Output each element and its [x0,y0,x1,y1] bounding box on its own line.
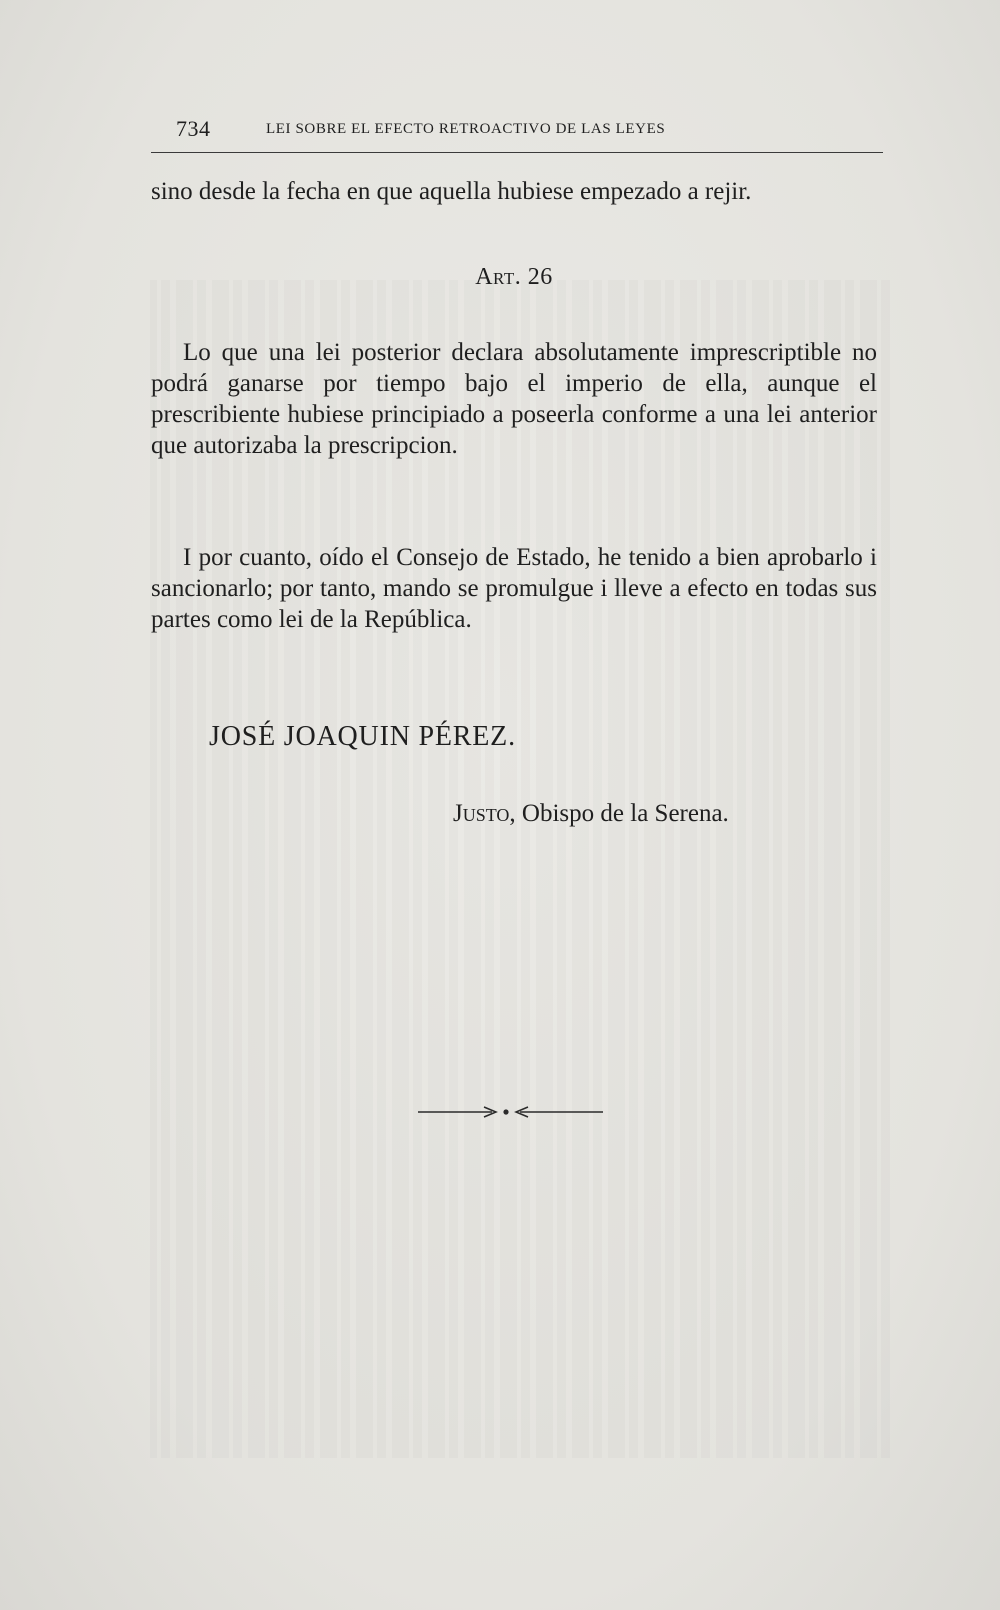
minister-name: Justo [453,800,510,827]
article-heading: Art. 26 [475,264,553,290]
page-header [151,113,881,145]
countersignature [453,800,729,828]
paragraph-article-26: Lo que una lei posterior declara absolutamente imprescriptible no podrá ganarse por tiempo bajo el imperio de ella, aunque el prescribiente hubiese principiado a poseerla conforme a una lei anterior que autorizaba la prescripcion. [151,339,877,459]
paragraph-promulgation: I por cuanto, oído el Consejo de Estado, he tenido a bien aprobarlo i sancionarlo; por tanto, mando se promulgue i lleve a efecto en todas sus partes como lei de la República. [151,544,877,633]
end-ornament-icon [418,1103,603,1121]
header-rule [151,152,883,153]
paragraph-continuation: sino desde la fecha en que aquella hubiese empezado a rejir. [151,178,752,205]
page-number: 734 [176,116,211,141]
president-signature: JOSÉ JOAQUIN PÉREZ. [209,721,516,752]
minister-title: , Obispo de la Serena. [509,800,729,827]
running-head: LEI SOBRE EL EFECTO RETROACTIVO DE LAS LEYES [266,121,666,137]
